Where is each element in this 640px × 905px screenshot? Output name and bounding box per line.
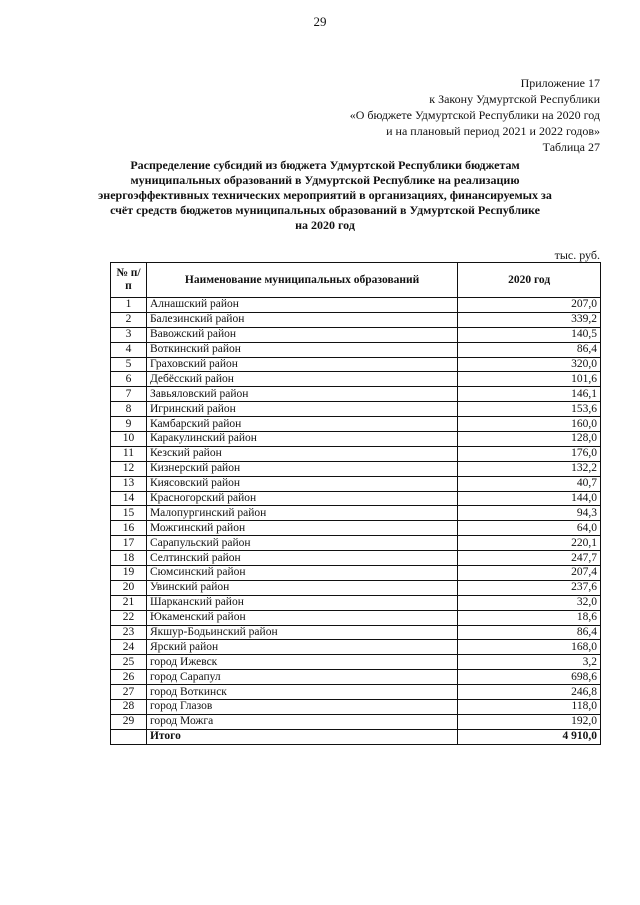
row-name: Красногорский район — [146, 491, 457, 506]
row-value: 94,3 — [458, 506, 601, 521]
row-name: город Сарапул — [146, 670, 457, 685]
appendix-line: и на плановый период 2021 и 2022 годов» — [386, 124, 600, 138]
row-name: Сюмсинский район — [146, 566, 457, 581]
row-value: 64,0 — [458, 521, 601, 536]
row-name: Камбарский район — [146, 417, 457, 432]
table-row — [111, 387, 601, 402]
total-value: 4 910,0 — [458, 729, 601, 744]
row-name: Каракулинский район — [146, 432, 457, 447]
row-value: 144,0 — [458, 491, 601, 506]
row-value: 132,2 — [458, 461, 601, 476]
row-value: 40,7 — [458, 476, 601, 491]
title-line: энергоэффективных технических мероприятий в организациях, финансируемых за — [98, 188, 552, 202]
table-row — [111, 342, 601, 357]
row-num: 17 — [111, 536, 147, 551]
row-name: Вавожский район — [146, 327, 457, 342]
table-label: Таблица 27 — [542, 140, 600, 154]
row-value: 140,5 — [458, 327, 601, 342]
table-row — [111, 521, 601, 536]
row-num: 16 — [111, 521, 147, 536]
header-name: Наименование муниципальных образований — [146, 263, 457, 298]
appendix-line: к Закону Удмуртской Республики — [429, 92, 600, 106]
row-num: 15 — [111, 506, 147, 521]
row-value: 160,0 — [458, 417, 601, 432]
row-num: 18 — [111, 551, 147, 566]
row-num: 22 — [111, 610, 147, 625]
header-year: 2020 год — [458, 263, 601, 298]
table-row — [111, 417, 601, 432]
table-header-row — [111, 263, 601, 298]
row-name: Кезский район — [146, 446, 457, 461]
row-value: 32,0 — [458, 595, 601, 610]
total-label: Итого — [146, 729, 457, 744]
table-row — [111, 670, 601, 685]
row-name: Дебёсский район — [146, 372, 457, 387]
table-row — [111, 536, 601, 551]
title-line: счёт средств бюджетов муниципальных образований в Удмуртской Республике — [110, 203, 540, 217]
row-name: Воткинский район — [146, 342, 457, 357]
row-value: 18,6 — [458, 610, 601, 625]
row-num: 25 — [111, 655, 147, 670]
row-value: 207,0 — [458, 298, 601, 313]
table-row — [111, 446, 601, 461]
row-num: 28 — [111, 700, 147, 715]
row-value: 237,6 — [458, 580, 601, 595]
table-row — [111, 461, 601, 476]
row-num: 9 — [111, 417, 147, 432]
row-value: 246,8 — [458, 685, 601, 700]
table-row — [111, 312, 601, 327]
row-num: 5 — [111, 357, 147, 372]
table-row — [111, 714, 601, 729]
title-line: Распределение субсидий из бюджета Удмуртской Республики бюджетам — [130, 158, 520, 172]
document-title — [95, 158, 555, 233]
row-value: 118,0 — [458, 700, 601, 715]
table-row — [111, 551, 601, 566]
units-label: тыс. руб. — [554, 248, 600, 262]
row-num: 14 — [111, 491, 147, 506]
row-name: Алнашский район — [146, 298, 457, 313]
row-value: 101,6 — [458, 372, 601, 387]
row-num: 26 — [111, 670, 147, 685]
table-row — [111, 327, 601, 342]
title-line: на 2020 год — [295, 218, 355, 232]
row-num: 1 — [111, 298, 147, 313]
row-name: Кизнерский район — [146, 461, 457, 476]
row-value: 192,0 — [458, 714, 601, 729]
row-name: город Глазов — [146, 700, 457, 715]
row-num: 19 — [111, 566, 147, 581]
total-num-cell — [111, 729, 147, 744]
row-value: 339,2 — [458, 312, 601, 327]
row-num: 4 — [111, 342, 147, 357]
page-number: 29 — [313, 14, 327, 29]
row-name: Малопургинский район — [146, 506, 457, 521]
table-row — [111, 655, 601, 670]
row-num: 24 — [111, 640, 147, 655]
row-value: 86,4 — [458, 625, 601, 640]
row-name: Игринский район — [146, 402, 457, 417]
row-name: Ярский район — [146, 640, 457, 655]
row-name: Увинский район — [146, 580, 457, 595]
appendix-line: «О бюджете Удмуртской Республики на 2020 год — [349, 108, 600, 122]
table-row — [111, 506, 601, 521]
table-row — [111, 476, 601, 491]
row-num: 11 — [111, 446, 147, 461]
table-row — [111, 595, 601, 610]
row-name: город Можга — [146, 714, 457, 729]
row-num: 2 — [111, 312, 147, 327]
row-num: 7 — [111, 387, 147, 402]
table-row — [111, 685, 601, 700]
row-value: 153,6 — [458, 402, 601, 417]
row-name: Якшур-Бодьинский район — [146, 625, 457, 640]
table-row — [111, 580, 601, 595]
table-row — [111, 432, 601, 447]
header-num: № п/п — [111, 263, 147, 298]
row-value: 207,4 — [458, 566, 601, 581]
row-name: город Ижевск — [146, 655, 457, 670]
table-row — [111, 357, 601, 372]
subsidy-table — [110, 262, 601, 745]
row-value: 86,4 — [458, 342, 601, 357]
row-name: Селтинский район — [146, 551, 457, 566]
table-row — [111, 402, 601, 417]
table-row — [111, 491, 601, 506]
title-line: муниципальных образований в Удмуртской Республике на реализацию — [130, 173, 520, 187]
row-name: Юкаменский район — [146, 610, 457, 625]
row-name: Граховский район — [146, 357, 457, 372]
appendix-line: Приложение 17 — [520, 76, 600, 90]
row-num: 3 — [111, 327, 147, 342]
row-name: Балезинский район — [146, 312, 457, 327]
row-value: 220,1 — [458, 536, 601, 551]
row-value: 698,6 — [458, 670, 601, 685]
table-row — [111, 566, 601, 581]
row-num: 20 — [111, 580, 147, 595]
row-value: 3,2 — [458, 655, 601, 670]
table-row — [111, 372, 601, 387]
row-num: 10 — [111, 432, 147, 447]
appendix-header — [350, 75, 600, 155]
row-num: 12 — [111, 461, 147, 476]
row-num: 13 — [111, 476, 147, 491]
total-row — [111, 729, 601, 744]
row-num: 23 — [111, 625, 147, 640]
row-name: город Воткинск — [146, 685, 457, 700]
row-num: 8 — [111, 402, 147, 417]
row-value: 168,0 — [458, 640, 601, 655]
table-row — [111, 298, 601, 313]
table-row — [111, 610, 601, 625]
row-name: Сарапульский район — [146, 536, 457, 551]
row-name: Шарканский район — [146, 595, 457, 610]
row-name: Киясовский район — [146, 476, 457, 491]
row-value: 176,0 — [458, 446, 601, 461]
row-num: 29 — [111, 714, 147, 729]
row-name: Завьяловский район — [146, 387, 457, 402]
table-row — [111, 625, 601, 640]
row-num: 27 — [111, 685, 147, 700]
row-num: 6 — [111, 372, 147, 387]
row-value: 128,0 — [458, 432, 601, 447]
table-row — [111, 700, 601, 715]
row-name: Можгинский район — [146, 521, 457, 536]
table-row — [111, 640, 601, 655]
row-value: 247,7 — [458, 551, 601, 566]
row-value: 146,1 — [458, 387, 601, 402]
row-value: 320,0 — [458, 357, 601, 372]
row-num: 21 — [111, 595, 147, 610]
